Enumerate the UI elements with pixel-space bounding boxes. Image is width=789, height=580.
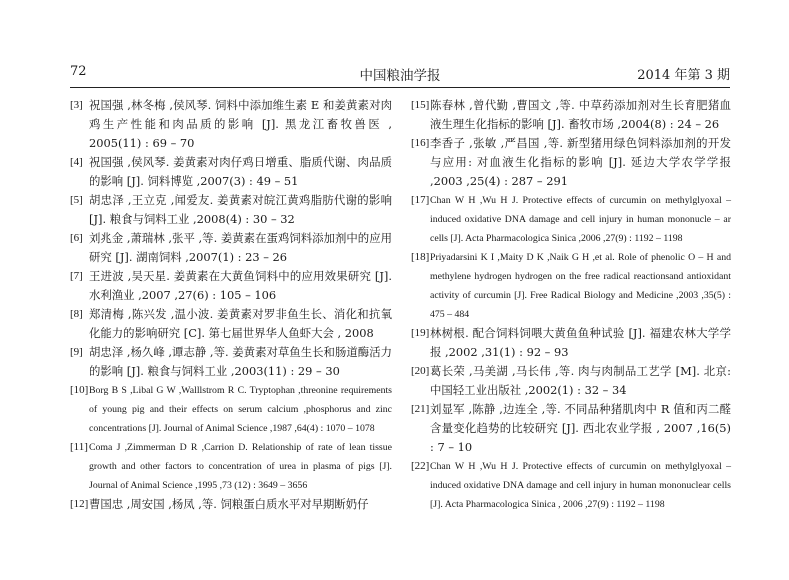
reference-text: Priyadarsini K I ,Maity D K ,Naik G H ,et al. Role of phenolic O – H and methylene hydrogen hydrogen on the free radical reactionsand antioxidant activity of curcumin [J]. Free Radical Biology and Medicine ,2003 ,35(5) : 475 – 484 — [430, 252, 731, 320]
reference-text: 李香子 ,张敏 ,严昌国 ,等. 新型猪用绿色饲料添加剂的开发与应用: 对血液生化指标的影响 [J]. 延边大学农学学报 ,2003 ,25(4) : 287 – 291 — [430, 136, 731, 188]
reference-entry — [411, 248, 731, 324]
reference-entry — [411, 134, 731, 191]
reference-entry — [70, 229, 392, 267]
reference-entry — [70, 381, 392, 438]
reference-number: [8] — [70, 308, 83, 320]
reference-number: [5] — [70, 194, 83, 206]
reference-entry — [70, 267, 392, 305]
reference-number: [10] — [70, 384, 89, 396]
reference-text: Borg B S ,Libal G W ,Walllstrom R C. Tryptophan ,threonine requirements of young pig and their effects on serum calcium ,phosphorus and zinc concentrations [J]. Journal of Animal Science ,1987 ,64(4) : 1070 – 1078 — [89, 385, 392, 434]
reference-text: 刘兆金 ,萧瑞林 ,张平 ,等. 姜黄素在蛋鸡饲料添加剂中的应用研究 [J]. 湖南饲料 ,2007(1) : 23 – 26 — [89, 231, 392, 264]
reference-entry — [70, 191, 392, 229]
reference-number: [18] — [411, 251, 430, 263]
reference-text: 林树根. 配合饲料饲喂大黄鱼鱼种试验 [J]. 福建农林大学学报 ,2002 ,31(1) : 92 – 93 — [430, 326, 731, 359]
journal-title: 中国粮油学报 — [359, 68, 441, 84]
reference-number: [22] — [411, 460, 430, 472]
reference-text: Chan W H ,Wu H J. Protective effects of curcumin on methylglyoxal – induced oxidative DNA damage and cell injury in human mononucle – ar cells [J]. Acta Pharmacologica Sinica ,2006 ,27(9) : 1192 – 1198 — [430, 195, 731, 244]
reference-entry — [411, 400, 731, 457]
reference-number: [17] — [411, 194, 430, 206]
reference-entry — [411, 324, 731, 362]
reference-text: 葛长荣 ,马美湖 ,马长伟 ,等. 肉与肉制品工艺学 [M]. 北京: 中国轻工业出版社 ,2002(1) : 32 – 34 — [430, 364, 731, 397]
reference-number: [12] — [70, 498, 89, 510]
reference-number: [20] — [411, 365, 430, 377]
reference-entry — [70, 153, 392, 191]
reference-entry — [411, 457, 731, 514]
reference-entry — [70, 305, 392, 343]
header-rule — [70, 87, 730, 88]
reference-number: [19] — [411, 327, 430, 339]
page-header — [70, 64, 730, 86]
reference-entry — [70, 495, 392, 514]
reference-text: Chan W H ,Wu H J. Protective effects of curcumin on methylglyoxal – induced oxidative DNA damage and cell injury in human mononuclear cells [J]. Acta Pharmacologica Sinica , 2006 ,27(9) : 1192 – 1198 — [430, 461, 731, 510]
reference-number: [9] — [70, 346, 83, 358]
reference-column-right — [411, 96, 731, 514]
reference-text: 王进波 ,吴天星. 姜黄素在大黄鱼饲料中的应用效果研究 [J]. 水利渔业 ,2007 ,27(6) : 105 – 106 — [89, 269, 392, 302]
reference-number: [21] — [411, 403, 430, 415]
reference-text: 胡忠泽 ,杨久峰 ,谭志静 ,等. 姜黄素对草鱼生长和肠道酶活力的影响 [J]. 粮食与饲料工业 ,2003(11) : 29 – 30 — [89, 345, 392, 378]
reference-entry — [411, 96, 731, 134]
page-number: 72 — [70, 64, 87, 79]
reference-entry — [70, 438, 392, 495]
reference-entry — [411, 362, 731, 400]
issue-label: 2014 年第 3 期 — [637, 68, 730, 83]
reference-number: [6] — [70, 232, 83, 244]
reference-text: 曹国忠 ,周安国 ,杨凤 ,等. 饲粮蛋白质水平对早期断奶仔 — [89, 497, 369, 511]
reference-number: [4] — [70, 156, 83, 168]
reference-text: Coma J ,Zimmerman D R ,Carrion D. Relationship of rate of lean tissue growth and other factors to concentration of urea in plasma of pigs [J]. Journal of Animal Science ,1995 ,73 (12) : 3649 – 3656 — [89, 442, 392, 491]
reference-text: 刘显军 ,陈静 ,边连全 ,等. 不同品种猪肌肉中 R 值和丙二醛含量变化趋势的比较研究 [J]. 西北农业学报 , 2007 ,16(5) : 7 – 10 — [430, 402, 731, 454]
reference-number: [7] — [70, 270, 83, 282]
reference-entry — [70, 96, 392, 153]
reference-number: [3] — [70, 99, 83, 111]
reference-text: 祝国强 ,林冬梅 ,侯风琴. 饲料中添加维生素 E 和姜黄素对肉鸡生产性能和肉品质的影响 [J]. 黑龙江畜牧兽医 , 2005(11) : 69 – 70 — [89, 98, 392, 150]
reference-text: 陈春林 ,曾代勤 ,曹国文 ,等. 中草药添加剂对生长育肥猪血液生理生化指标的影响 [J]. 畜牧市场 ,2004(8) : 24 – 26 — [430, 98, 731, 131]
reference-entry — [70, 343, 392, 381]
reference-number: [16] — [411, 137, 430, 149]
reference-text: 祝国强 ,侯风琴. 姜黄素对肉仔鸡日增重、脂质代谢、肉品质的影响 [J]. 饲料博览 ,2007(3) : 49 – 51 — [89, 155, 392, 188]
reference-number: [15] — [411, 99, 430, 111]
reference-text: 胡忠泽 ,王立克 ,闻爱友. 姜黄素对皖江黄鸡脂肪代谢的影响 [J]. 粮食与饲料工业 ,2008(4) : 30 – 32 — [89, 193, 392, 226]
reference-text: 郑清梅 ,陈兴发 ,温小波. 姜黄素对罗非鱼生长、消化和抗氧化能力的影响研究 [C]. 第七届世界华人鱼虾大会 , 2008 — [89, 307, 392, 340]
reference-column-left — [70, 96, 392, 514]
reference-number: [11] — [70, 441, 88, 453]
reference-entry — [411, 191, 731, 248]
